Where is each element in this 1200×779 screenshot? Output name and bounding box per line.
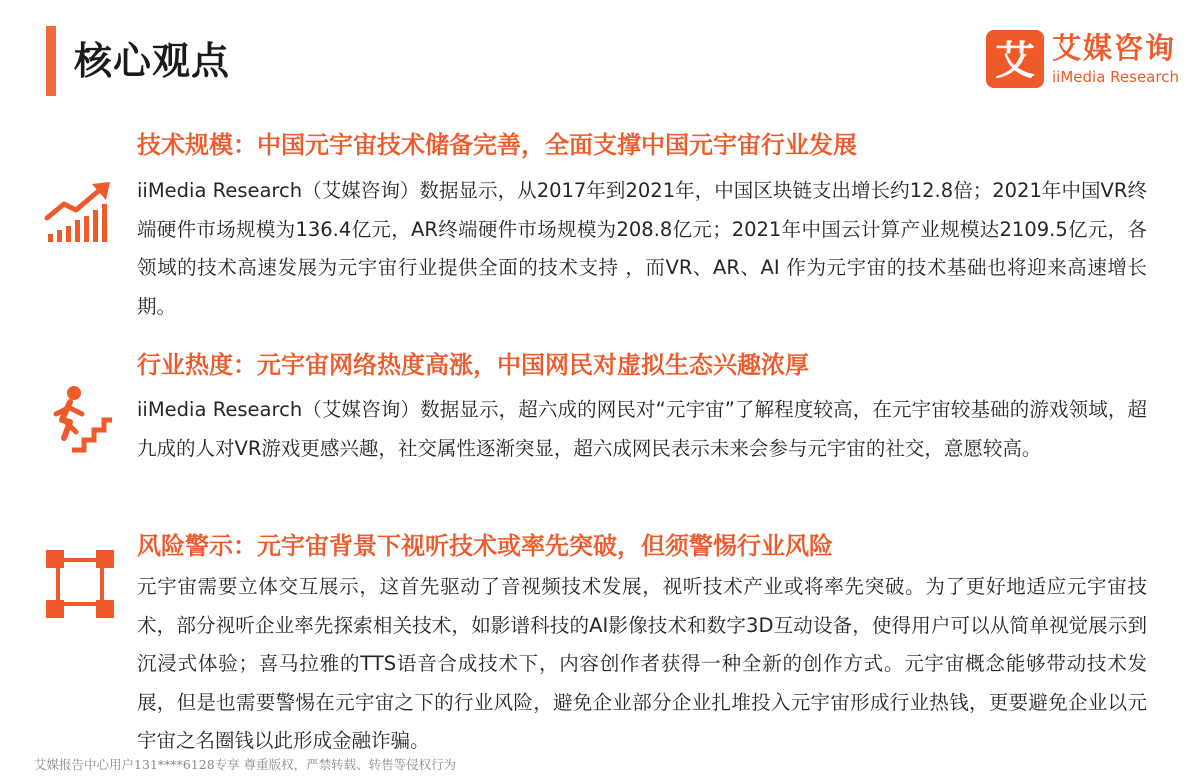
- section-body: iiMedia Research（艾媒咨询）数据显示，从2017年到2021年，中国区块链支出增长约12.8倍；2021年中国VR终端硬件市场规模为136.4亿元，AR终端硬件市场规模为208.8亿元；2021年中国云计算产业规模达2109.5亿元，各领域的技术高速发展为元宇宙行业提供全面的技术支持 ，而VR、AR、AI 作为元宇宙的技术基础也将迎来高速增长期。: [137, 179, 1147, 318]
- climbing-stairs-icon: [44, 384, 116, 456]
- section-heading: 技术规模：中国元宇宙技术储备完善，全面支撑中国元宇宙行业发展: [137, 131, 857, 159]
- section-body: iiMedia Research（艾媒咨询）数据显示，超六成的网民对“元宇宙”了解程度较高，在元宇宙较基础的游戏领域，超九成的人对VR游戏更感兴趣，社交属性逐渐突显，超六成网民表示未来会参与元宇宙的社交，意愿较高。: [137, 398, 1147, 460]
- section-heading: 行业热度：元宇宙网络热度高涨，中国网民对虚拟生态兴趣浓厚: [137, 351, 809, 379]
- section-heading: 风险警示：元宇宙背景下视听技术或率先突破，但须警惕行业风险: [137, 532, 833, 560]
- title-accent-bar: [46, 26, 56, 96]
- logo-cn-text: 艾媒咨询: [1052, 31, 1177, 65]
- brand-logo: [986, 30, 1186, 90]
- copyright-footer: 艾媒报告中心用户131****6128专享 尊重版权，严禁转载、转售等侵权行为: [34, 757, 457, 772]
- logo-en-text: iiMedia Research: [1052, 68, 1179, 86]
- page-title: 核心观点: [74, 39, 231, 83]
- logo-glyph: 艾: [995, 38, 1035, 84]
- section-body: 元宇宙需要立体交互展示，这首先驱动了音视频技术发展，视听技术产业或将率先突破。为了更好地适应元宇宙技术，部分视听企业率先探索相关技术，如影谱科技的AI影像技术和数字3D互动设备，使得用户可以从简单视觉展示到沉浸式体验；喜马拉雅的TTS语音合成技术下，内容创作者获得一种全新的创作方式。元宇宙概念能够带动技术发展，但是也需要警惕在元宇宙之下的行业风险，避免企业部分企业扎堆投入元宇宙形成行业热钱，更要避免企业以元宇宙之名圈钱以此形成金融诈骗。: [137, 575, 1147, 752]
- growth-chart-icon: [44, 178, 116, 250]
- network-nodes-icon: [44, 548, 116, 620]
- logo-mark-icon: [986, 30, 1044, 88]
